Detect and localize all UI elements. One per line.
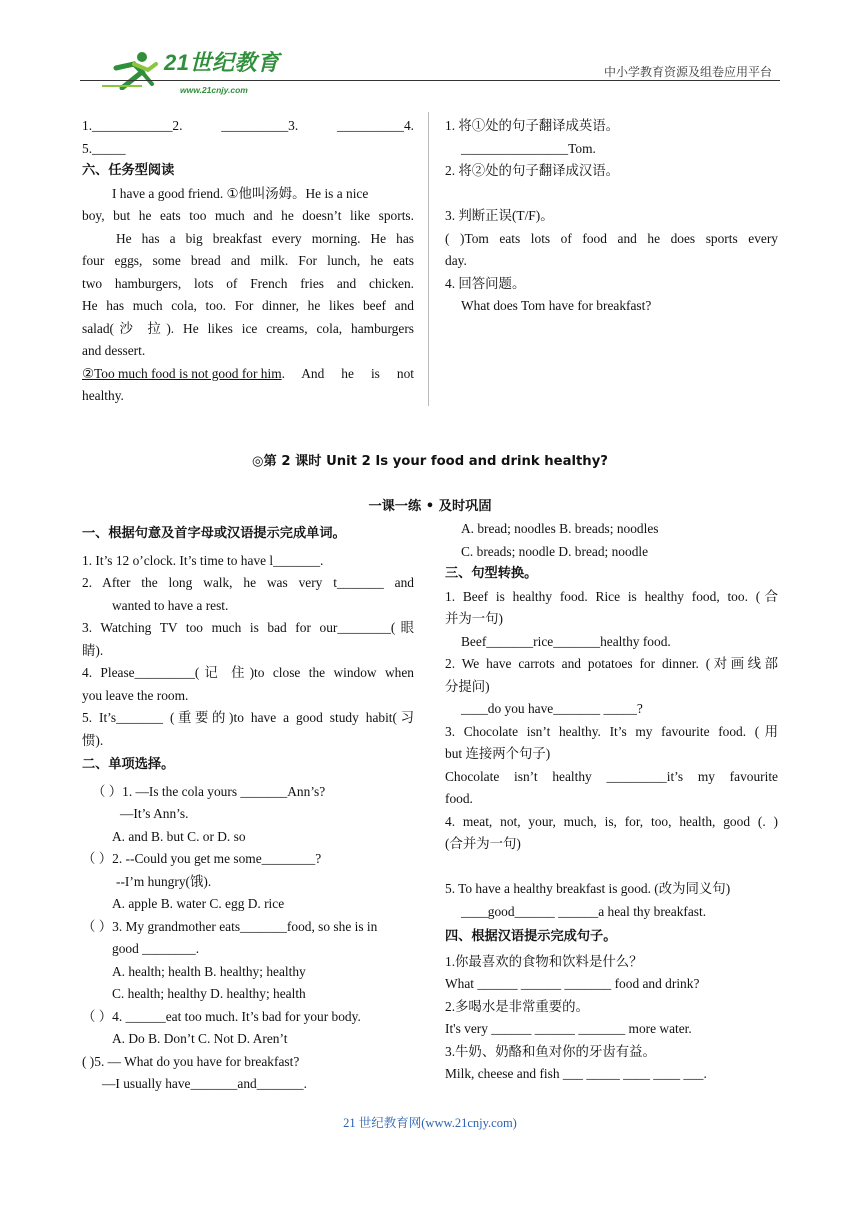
question-line: day.: [445, 253, 467, 268]
logo-url: www.21cnjy.com: [180, 85, 248, 95]
question-line: —I usually have_______and_______.: [102, 1076, 307, 1091]
passage-line: He has a big breakfast every morning. He has: [116, 230, 414, 246]
question-line: 2. After the long walk, he was very t_______ and: [82, 575, 414, 590]
question-line: ( )Tom eats lots of food and he does sports every: [445, 230, 778, 246]
question-line: 惯).: [82, 732, 104, 748]
answer-line: ____do you have_______ _____?: [461, 701, 643, 716]
question-line: 3. Watching TV too much is bad for our________(眼: [82, 620, 414, 635]
section-title: 一课一练 • 及时巩固: [368, 499, 492, 514]
question-line: 5. To have a healthy breakfast is good. (改为同义句): [445, 881, 731, 896]
options-line: A. bread; noodles B. breads; noodles: [461, 521, 659, 536]
top-right-column: [445, 115, 778, 318]
blank-line: [445, 856, 778, 879]
question-line: wanted to have a rest.: [112, 597, 229, 613]
blank-line: [445, 183, 778, 206]
question-line: (合并为一句): [445, 836, 521, 851]
top-left-column: [82, 115, 414, 408]
question-line: 4. meat, not, your, much, is, for, too, health, good (. ): [445, 813, 778, 829]
question-line: --I’m hungry(饿).: [116, 873, 212, 889]
section-heading: 三、句型转换。: [445, 566, 538, 581]
passage-line: two hamburgers, lots of French fries and chicken.: [82, 275, 414, 291]
passage-line: He has much cola, too. For dinner, he likes beef and: [82, 298, 414, 313]
column-divider: [428, 112, 429, 406]
section-heading: 一、根据句意及首字母或汉语提示完成单词。: [82, 526, 346, 541]
passage-line: [82, 363, 414, 386]
options-line: A. health; health B. healthy; healthy: [112, 963, 306, 979]
passage-line: and dessert.: [82, 343, 146, 358]
question-line: 分提问): [445, 678, 490, 694]
section-heading: 二、单项选择。: [82, 757, 175, 772]
logo: [102, 50, 352, 95]
question-line: good ________.: [112, 941, 200, 956]
question-line: ( )5. — What do you have for breakfast?: [82, 1053, 300, 1069]
header-divider: [80, 80, 780, 81]
answer-line: Chocolate isn’t healthy _________it’s my favourite: [445, 768, 778, 784]
answer-line: Milk, cheese and fish ___ _____ ____ ____ ___.: [445, 1066, 707, 1081]
question-line: 睛).: [82, 642, 104, 658]
question-line: （ ）4. ______eat too much. It’s bad for your body.: [82, 1008, 361, 1024]
page-footer[interactable]: 21 世纪教育网(www.21cnjy.com): [343, 1116, 517, 1130]
question-line: 5. It’s_______ (重要的)to have a good study habit(习: [82, 710, 414, 725]
platform-label: 中小学教育资源及组卷应用平台: [603, 65, 772, 79]
options-line: A. and B. but C. or D. so: [112, 828, 246, 844]
question-line: 2.多喝水是非常重要的。: [445, 998, 589, 1014]
question-line: food.: [445, 791, 473, 806]
logo-text: 21世纪教育: [164, 50, 280, 75]
question-line: 1. Beef is healthy food. Rice is healthy food, too. (合: [445, 588, 778, 604]
question-line: （ ）1. —Is the cola yours _______Ann’s?: [92, 783, 326, 799]
question-line: but 连接两个句子): [445, 746, 551, 761]
answer-line: ________________Tom.: [461, 140, 596, 156]
question-line: 1. It’s 12 o’clock. It’s time to have l_______.: [82, 552, 324, 568]
question-line: 并为一句): [445, 611, 504, 626]
passage-line: healthy.: [82, 388, 124, 403]
question-line: 2. 将②处的句子翻译成汉语。: [445, 163, 620, 178]
section-heading: 六、任务型阅读: [82, 163, 175, 178]
options-line: C. health; healthy D. healthy; health: [112, 986, 306, 1001]
question-line: 3.牛奶、奶酪和鱼对你的牙齿有益。: [445, 1043, 656, 1059]
answer-blanks-line: 5._____: [82, 140, 126, 156]
passage-line: boy, but he eats too much and he doesn’t like sports.: [82, 208, 414, 223]
passage-line: I have a good friend. ①他叫汤姆。He is a nice: [112, 185, 369, 201]
answer-blanks-line: 1.____________2. __________3. __________4.: [82, 118, 414, 133]
question-line: 2. We have carrots and potatoes for dinner. (对画线部: [445, 656, 778, 671]
runner-logo-icon: [102, 50, 162, 90]
section-heading: 四、根据汉语提示完成句子。: [445, 929, 617, 944]
passage-text: . And he is not: [281, 365, 414, 381]
question-line: 3. Chocolate isn’t healthy. It’s my favourite food. (用: [445, 723, 778, 739]
passage-line: four eggs, some bread and milk. For lunch, he eats: [82, 253, 414, 268]
passage-line: salad(沙 拉). He likes ice creams, cola, hamburgers: [82, 320, 414, 336]
question-line: 1. 将①处的句子翻译成英语。: [445, 118, 620, 133]
lesson-title: ◎第 2 课时 Unit 2 Is your food and drink healthy?: [252, 454, 608, 469]
page-header: [80, 44, 780, 95]
answer-line: ____good______ ______a heal thy breakfast.: [461, 903, 707, 919]
question-line: you leave the room.: [82, 687, 189, 703]
answer-line: What ______ ______ _______ food and drink?: [445, 976, 700, 991]
question-line: 3. 判断正误(T/F)。: [445, 208, 554, 223]
question-line: —It’s Ann’s.: [120, 806, 189, 821]
question-line: 4. Please_________(记 住)to close the window when: [82, 665, 414, 680]
question-line: （ ）3. My grandmother eats_______food, so she is in: [82, 918, 378, 934]
bottom-left-column: [82, 523, 414, 1096]
options-line: A. apple B. water C. egg D. rice: [112, 896, 285, 911]
answer-line: Beef_______rice_______healthy food.: [461, 633, 671, 649]
options-line: C. breads; noodle D. bread; noodle: [461, 543, 649, 559]
options-line: A. Do B. Don’t C. Not D. Aren’t: [112, 1031, 288, 1046]
bottom-right-column: [445, 518, 778, 1086]
underlined-sentence: ②Too much food is not good for him: [82, 365, 282, 381]
answer-line: It's very ______ ______ _______ more water.: [445, 1021, 692, 1036]
question-line: （ ）2. --Could you get me some________?: [82, 851, 322, 866]
question-line: What does Tom have for breakfast?: [461, 298, 652, 313]
question-line: 1.你最喜欢的食物和饮料是什么？: [445, 953, 643, 969]
question-line: 4. 回答问题。: [445, 275, 526, 291]
